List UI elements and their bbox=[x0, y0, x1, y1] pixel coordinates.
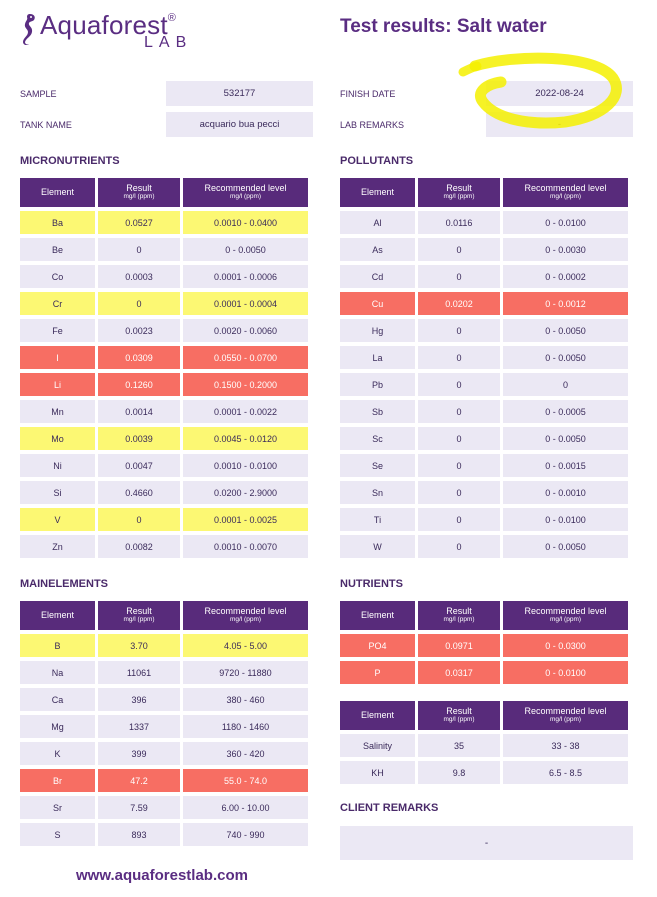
header-element: Element bbox=[340, 601, 415, 630]
brand-name: Aquaforest® bbox=[40, 10, 177, 40]
result-cell: 47.2 bbox=[98, 769, 180, 792]
result-cell: 7.59 bbox=[98, 796, 180, 819]
table-row bbox=[20, 508, 308, 531]
result-cell: 3.70 bbox=[98, 634, 180, 657]
table-row bbox=[340, 346, 628, 369]
table-header-row bbox=[340, 178, 628, 207]
header-result bbox=[418, 601, 500, 630]
element-cell: B bbox=[20, 634, 95, 657]
element-cell: KH bbox=[340, 761, 415, 784]
header-recommended-unit: mg/l (ppm) bbox=[549, 615, 582, 623]
recommended-cell: 0.0550 - 0.0700 bbox=[183, 346, 308, 369]
header-recommended bbox=[183, 601, 308, 630]
brand-sub: LAB bbox=[144, 34, 193, 51]
finish-date-label: FINISH DATE bbox=[340, 89, 396, 99]
result-cell: 11061 bbox=[98, 661, 180, 684]
header-recommended bbox=[503, 178, 628, 207]
recommended-cell: 0 - 0.0012 bbox=[503, 292, 628, 315]
client-remarks-value: - bbox=[340, 826, 633, 860]
element-cell: Co bbox=[20, 265, 95, 288]
header-result-label: Result bbox=[126, 606, 152, 617]
result-cell: 0.0309 bbox=[98, 346, 180, 369]
table-row bbox=[340, 292, 628, 315]
table-row bbox=[20, 742, 308, 765]
recommended-cell: 0.0020 - 0.0060 bbox=[183, 319, 308, 342]
element-cell: Se bbox=[340, 454, 415, 477]
element-cell: Pb bbox=[340, 373, 415, 396]
header-recommended-unit: mg/l (ppm) bbox=[229, 192, 262, 200]
table-row bbox=[20, 454, 308, 477]
recommended-cell: 0.0001 - 0.0022 bbox=[183, 400, 308, 423]
table-header-row bbox=[20, 178, 308, 207]
recommended-cell: 0 - 0.0100 bbox=[503, 508, 628, 531]
recommended-cell: 0 - 0.0010 bbox=[503, 481, 628, 504]
table-header-row bbox=[340, 701, 628, 730]
element-cell: Sb bbox=[340, 400, 415, 423]
header-result-unit: mg/l (ppm) bbox=[443, 715, 475, 723]
element-cell: W bbox=[340, 535, 415, 558]
header-element: Element bbox=[340, 178, 415, 207]
recommended-cell: 0 - 0.0300 bbox=[503, 634, 628, 657]
result-cell: 0.0527 bbox=[98, 211, 180, 234]
result-cell: 0 bbox=[98, 238, 180, 261]
recommended-cell: 0.0001 - 0.0006 bbox=[183, 265, 308, 288]
element-cell: Sc bbox=[340, 427, 415, 450]
recommended-cell: 0.0045 - 0.0120 bbox=[183, 427, 308, 450]
table-row bbox=[340, 481, 628, 504]
element-cell: La bbox=[340, 346, 415, 369]
result-cell: 0.0971 bbox=[418, 634, 500, 657]
result-cell: 0.1260 bbox=[98, 373, 180, 396]
table-row bbox=[20, 796, 308, 819]
recommended-cell: 0 - 0.0100 bbox=[503, 661, 628, 684]
header-result-unit: mg/l (ppm) bbox=[123, 192, 155, 200]
result-cell: 1337 bbox=[98, 715, 180, 738]
result-cell: 0.0317 bbox=[418, 661, 500, 684]
page-title: Test results: Salt water bbox=[340, 16, 547, 37]
recommended-cell: 380 - 460 bbox=[183, 688, 308, 711]
table-row bbox=[340, 319, 628, 342]
result-cell: 0.0047 bbox=[98, 454, 180, 477]
element-cell: P bbox=[340, 661, 415, 684]
element-cell: Li bbox=[20, 373, 95, 396]
recommended-cell: 6.00 - 10.00 bbox=[183, 796, 308, 819]
recommended-cell: 0.0010 - 0.0100 bbox=[183, 454, 308, 477]
result-cell: 0 bbox=[418, 373, 500, 396]
result-cell: 0.0003 bbox=[98, 265, 180, 288]
element-cell: As bbox=[340, 238, 415, 261]
tank-name-value: acquario bua pecci bbox=[166, 112, 313, 137]
website-link[interactable]: www.aquaforestlab.com bbox=[76, 867, 248, 884]
table-row bbox=[20, 661, 308, 684]
sample-value: 532177 bbox=[166, 81, 313, 106]
tank-name-label: TANK NAME bbox=[20, 120, 72, 130]
result-cell: 0 bbox=[418, 508, 500, 531]
header-result-label: Result bbox=[446, 606, 472, 617]
mainelements-table bbox=[17, 597, 311, 850]
result-cell: 0 bbox=[418, 265, 500, 288]
header-recommended bbox=[183, 178, 308, 207]
result-cell: 35 bbox=[418, 734, 500, 757]
recommended-cell: 0 bbox=[503, 373, 628, 396]
table-row bbox=[20, 535, 308, 558]
pollutants-title: POLLUTANTS bbox=[340, 155, 414, 167]
recommended-cell: 33 - 38 bbox=[503, 734, 628, 757]
header-recommended-unit: mg/l (ppm) bbox=[549, 715, 582, 723]
lab-remarks-value: - bbox=[486, 112, 633, 137]
result-cell: 0 bbox=[418, 319, 500, 342]
micronutrients-title: MICRONUTRIENTS bbox=[20, 155, 120, 167]
element-cell: Al bbox=[340, 211, 415, 234]
recommended-cell: 0 - 0.0100 bbox=[503, 211, 628, 234]
table-row bbox=[20, 346, 308, 369]
header-recommended-label: Recommended level bbox=[204, 183, 287, 194]
result-cell: 0 bbox=[418, 454, 500, 477]
table-header-row bbox=[20, 601, 308, 630]
header-result-label: Result bbox=[446, 706, 472, 717]
table-row bbox=[20, 265, 308, 288]
salinity-kh-table bbox=[337, 697, 631, 788]
brand-logo bbox=[18, 10, 238, 54]
header-recommended-label: Recommended level bbox=[524, 606, 607, 617]
recommended-cell: 0.0001 - 0.0004 bbox=[183, 292, 308, 315]
table-row bbox=[340, 265, 628, 288]
header-recommended-label: Recommended level bbox=[204, 606, 287, 617]
result-cell: 0 bbox=[418, 427, 500, 450]
element-cell: Mn bbox=[20, 400, 95, 423]
recommended-cell: 0 - 0.0050 bbox=[503, 535, 628, 558]
element-cell: Hg bbox=[340, 319, 415, 342]
recommended-cell: 0.0010 - 0.0070 bbox=[183, 535, 308, 558]
table-row bbox=[340, 427, 628, 450]
table-row bbox=[20, 319, 308, 342]
element-cell: Na bbox=[20, 661, 95, 684]
recommended-cell: 4.05 - 5.00 bbox=[183, 634, 308, 657]
table-row bbox=[340, 535, 628, 558]
header-result bbox=[98, 601, 180, 630]
nutrients-table bbox=[337, 597, 631, 688]
finish-date-value: 2022-08-24 bbox=[486, 81, 633, 106]
element-cell: Be bbox=[20, 238, 95, 261]
table-row bbox=[340, 661, 628, 684]
header-result bbox=[418, 701, 500, 730]
table-row bbox=[20, 823, 308, 846]
mainelements-title: MAINELEMENTS bbox=[20, 578, 108, 590]
header-recommended-unit: mg/l (ppm) bbox=[549, 192, 582, 200]
result-cell: 0.0039 bbox=[98, 427, 180, 450]
table-row bbox=[20, 634, 308, 657]
recommended-cell: 0.1500 - 0.2000 bbox=[183, 373, 308, 396]
element-cell: Si bbox=[20, 481, 95, 504]
element-cell: Ni bbox=[20, 454, 95, 477]
header-element: Element bbox=[20, 601, 95, 630]
header-element: Element bbox=[20, 178, 95, 207]
element-cell: Mg bbox=[20, 715, 95, 738]
nutrients-title: NUTRIENTS bbox=[340, 578, 403, 590]
header-recommended bbox=[503, 701, 628, 730]
result-cell: 0.0116 bbox=[418, 211, 500, 234]
recommended-cell: 360 - 420 bbox=[183, 742, 308, 765]
table-row bbox=[20, 292, 308, 315]
element-cell: K bbox=[20, 742, 95, 765]
recommended-cell: 0.0200 - 2.9000 bbox=[183, 481, 308, 504]
result-cell: 893 bbox=[98, 823, 180, 846]
header-result-label: Result bbox=[126, 183, 152, 194]
recommended-cell: 0 - 0.0050 bbox=[503, 346, 628, 369]
element-cell: Zn bbox=[20, 535, 95, 558]
header-recommended bbox=[503, 601, 628, 630]
result-cell: 0.0023 bbox=[98, 319, 180, 342]
element-cell: S bbox=[20, 823, 95, 846]
table-row bbox=[340, 734, 628, 757]
table-header-row bbox=[340, 601, 628, 630]
table-row bbox=[340, 400, 628, 423]
element-cell: Ti bbox=[340, 508, 415, 531]
table-row bbox=[340, 238, 628, 261]
recommended-cell: 0 - 0.0050 bbox=[183, 238, 308, 261]
table-row bbox=[20, 211, 308, 234]
result-cell: 9.8 bbox=[418, 761, 500, 784]
micronutrients-table bbox=[17, 174, 311, 562]
element-cell: Mo bbox=[20, 427, 95, 450]
result-cell: 0 bbox=[98, 292, 180, 315]
result-cell: 0.4660 bbox=[98, 481, 180, 504]
recommended-cell: 55.0 - 74.0 bbox=[183, 769, 308, 792]
recommended-cell: 0 - 0.0050 bbox=[503, 319, 628, 342]
element-cell: Ba bbox=[20, 211, 95, 234]
table-row bbox=[20, 373, 308, 396]
result-cell: 0 bbox=[418, 481, 500, 504]
element-cell: Cr bbox=[20, 292, 95, 315]
recommended-cell: 740 - 990 bbox=[183, 823, 308, 846]
recommended-cell: 0 - 0.0002 bbox=[503, 265, 628, 288]
table-row bbox=[20, 769, 308, 792]
table-row bbox=[340, 508, 628, 531]
result-cell: 0 bbox=[418, 535, 500, 558]
element-cell: Br bbox=[20, 769, 95, 792]
recommended-cell: 0 - 0.0050 bbox=[503, 427, 628, 450]
sample-label: SAMPLE bbox=[20, 89, 57, 99]
header-result-unit: mg/l (ppm) bbox=[123, 615, 155, 623]
lab-remarks-label: LAB REMARKS bbox=[340, 120, 405, 130]
result-cell: 399 bbox=[98, 742, 180, 765]
recommended-cell: 6.5 - 8.5 bbox=[503, 761, 628, 784]
element-cell: Fe bbox=[20, 319, 95, 342]
header-result bbox=[418, 178, 500, 207]
table-row bbox=[20, 238, 308, 261]
element-cell: Sr bbox=[20, 796, 95, 819]
table-row bbox=[340, 373, 628, 396]
header-recommended-label: Recommended level bbox=[524, 183, 607, 194]
table-row bbox=[340, 211, 628, 234]
header-recommended-unit: mg/l (ppm) bbox=[229, 615, 262, 623]
highlighter-scribble bbox=[455, 52, 625, 130]
header-result-unit: mg/l (ppm) bbox=[443, 192, 475, 200]
table-row bbox=[20, 688, 308, 711]
header-result bbox=[98, 178, 180, 207]
element-cell: Salinity bbox=[340, 734, 415, 757]
result-cell: 0.0014 bbox=[98, 400, 180, 423]
element-cell: I bbox=[20, 346, 95, 369]
recommended-cell: 0 - 0.0005 bbox=[503, 400, 628, 423]
client-remarks-title: CLIENT REMARKS bbox=[340, 802, 439, 814]
table-row bbox=[340, 761, 628, 784]
recommended-cell: 0 - 0.0015 bbox=[503, 454, 628, 477]
header-result-label: Result bbox=[446, 183, 472, 194]
table-row bbox=[20, 481, 308, 504]
recommended-cell: 0 - 0.0030 bbox=[503, 238, 628, 261]
table-row bbox=[20, 715, 308, 738]
result-cell: 0.0202 bbox=[418, 292, 500, 315]
table-row bbox=[20, 400, 308, 423]
element-cell: V bbox=[20, 508, 95, 531]
recommended-cell: 0.0010 - 0.0400 bbox=[183, 211, 308, 234]
table-row bbox=[340, 634, 628, 657]
element-cell: PO4 bbox=[340, 634, 415, 657]
recommended-cell: 9720 - 11880 bbox=[183, 661, 308, 684]
result-cell: 396 bbox=[98, 688, 180, 711]
result-cell: 0.0082 bbox=[98, 535, 180, 558]
result-cell: 0 bbox=[418, 346, 500, 369]
element-cell: Cu bbox=[340, 292, 415, 315]
header-recommended-label: Recommended level bbox=[524, 706, 607, 717]
element-cell: Sn bbox=[340, 481, 415, 504]
element-cell: Ca bbox=[20, 688, 95, 711]
recommended-cell: 1180 - 1460 bbox=[183, 715, 308, 738]
table-row bbox=[20, 427, 308, 450]
table-row bbox=[340, 454, 628, 477]
recommended-cell: 0.0001 - 0.0025 bbox=[183, 508, 308, 531]
pollutants-table bbox=[337, 174, 631, 562]
seahorse-icon bbox=[18, 12, 38, 46]
element-cell: Cd bbox=[340, 265, 415, 288]
result-cell: 0 bbox=[418, 400, 500, 423]
header-result-unit: mg/l (ppm) bbox=[443, 615, 475, 623]
result-cell: 0 bbox=[418, 238, 500, 261]
result-cell: 0 bbox=[98, 508, 180, 531]
header-element: Element bbox=[340, 701, 415, 730]
